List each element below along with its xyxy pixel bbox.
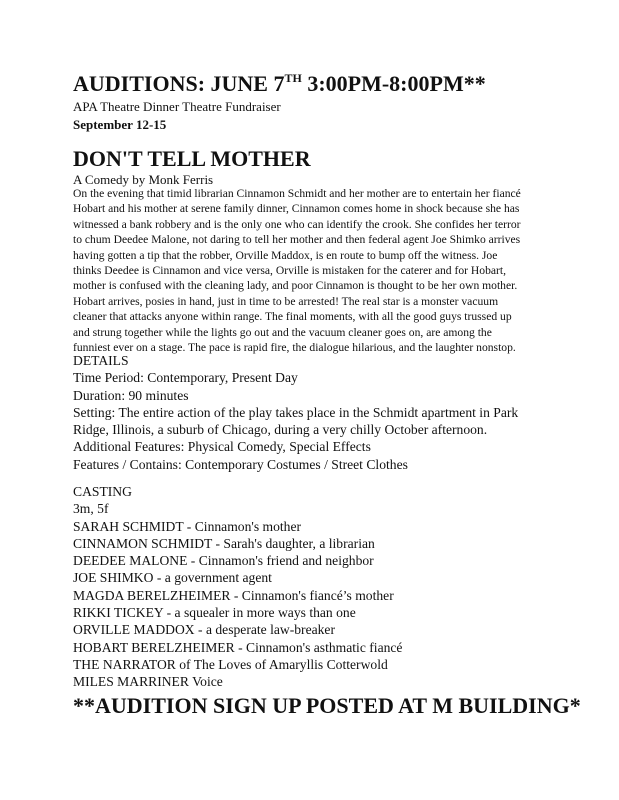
cast-member: ORVILLE MADDOX - a desperate law-breaker <box>73 622 335 638</box>
cast-member: HOBART BERELZHEIMER - Cinnamon's asthmatic fiancé <box>73 639 403 655</box>
play-byline: A Comedy by Monk Ferris <box>73 172 214 187</box>
event-dates: September 12-15 <box>73 117 167 132</box>
cast-member: CINNAMON SCHMIDT - Sarah's daughter, a librarian <box>73 535 375 551</box>
cast-member: MILES MARRINER Voice <box>73 674 223 690</box>
cast-member: JOE SHIMKO - a government agent <box>73 570 272 586</box>
synopsis-line: cleaner that attacks anyone within range. The final moments, with all the good guys trussed up <box>73 310 512 324</box>
auditions-heading <box>73 72 486 96</box>
auditions-date-ordinal: TH <box>284 71 302 85</box>
auditions-date-prefix: AUDITIONS: JUNE 7 <box>73 71 285 96</box>
casting-section <box>73 483 402 691</box>
auditions-time: 3:00PM-8:00PM** <box>301 71 486 96</box>
cast-member: RIKKI TICKEY - a squealer in more ways than one <box>73 605 356 621</box>
synopsis-line: to chum Deedee Malone, not daring to tell her mother and then federal agent Joe Shimko arrives <box>73 233 521 247</box>
details-line: Time Period: Contemporary, Present Day <box>73 370 298 386</box>
details-line: Ridge, Illinois, a suburb of Chicago, during a very chilly October afternoon. <box>73 422 488 438</box>
details-section <box>73 352 518 473</box>
synopsis-line: having gotten a tip that the robber, Orville Maddox, is en route to bump off the witness. Joe <box>73 248 498 262</box>
casting-heading: CASTING <box>73 484 132 499</box>
event-name: APA Theatre Dinner Theatre Fundraiser <box>73 99 281 114</box>
synopsis-line: On the evening that timid librarian Cinnamon Schmidt and her mother are to entertain her fiancé <box>73 187 521 200</box>
cast-member: THE NARRATOR of The Loves of Amaryllis Cotterwold <box>73 656 388 672</box>
synopsis-line: Hobart and his mother at serene family dinner, Cinnamon comes home in shock because she has <box>73 202 520 216</box>
synopsis-line: thinks Deedee is Cinnamon and vice versa, Orville is mistaken for the caterer and for Hobart, <box>73 264 507 278</box>
details-line: Duration: 90 minutes <box>73 387 189 403</box>
synopsis-line: witnessed a bank robbery and is the only one who can identify the crook. She confides her terror <box>73 217 521 231</box>
details-line: Setting: The entire action of the play takes place in the Schmidt apartment in Park <box>73 404 519 420</box>
cast-member: DEEDEE MALONE - Cinnamon's friend and neighbor <box>73 553 374 569</box>
synopsis <box>73 186 553 355</box>
cast-member: MAGDA BERELZHEIMER - Cinnamon's fiancé’s mother <box>73 587 394 603</box>
signup-notice: **AUDITION SIGN UP POSTED AT M BUILDING* <box>73 693 581 718</box>
synopsis-line: Hobart arrives, posies in hand, just in time to be arrested! The real star is a monster vacuum <box>73 294 499 308</box>
synopsis-line: and strung together while the lights go out and the vacuum cleaner goes on, are among the <box>73 325 492 339</box>
synopsis-line: mother is confused with the cleaning lady, and poor Cinnamon is thought to be her own mother. <box>73 279 518 293</box>
cast-member: SARAH SCHMIDT - Cinnamon's mother <box>73 518 302 534</box>
details-line: Additional Features: Physical Comedy, Special Effects <box>73 439 371 455</box>
casting-count: 3m, 5f <box>73 501 109 517</box>
details-line: Features / Contains: Contemporary Costumes / Street Clothes <box>73 456 408 472</box>
details-heading: DETAILS <box>73 353 129 368</box>
play-title: DON'T TELL MOTHER <box>73 146 311 171</box>
synopsis-line: funniest ever on a stage. The pace is rapid fire, the dialogue hilarious, and the laughter nonstop. <box>73 341 516 355</box>
